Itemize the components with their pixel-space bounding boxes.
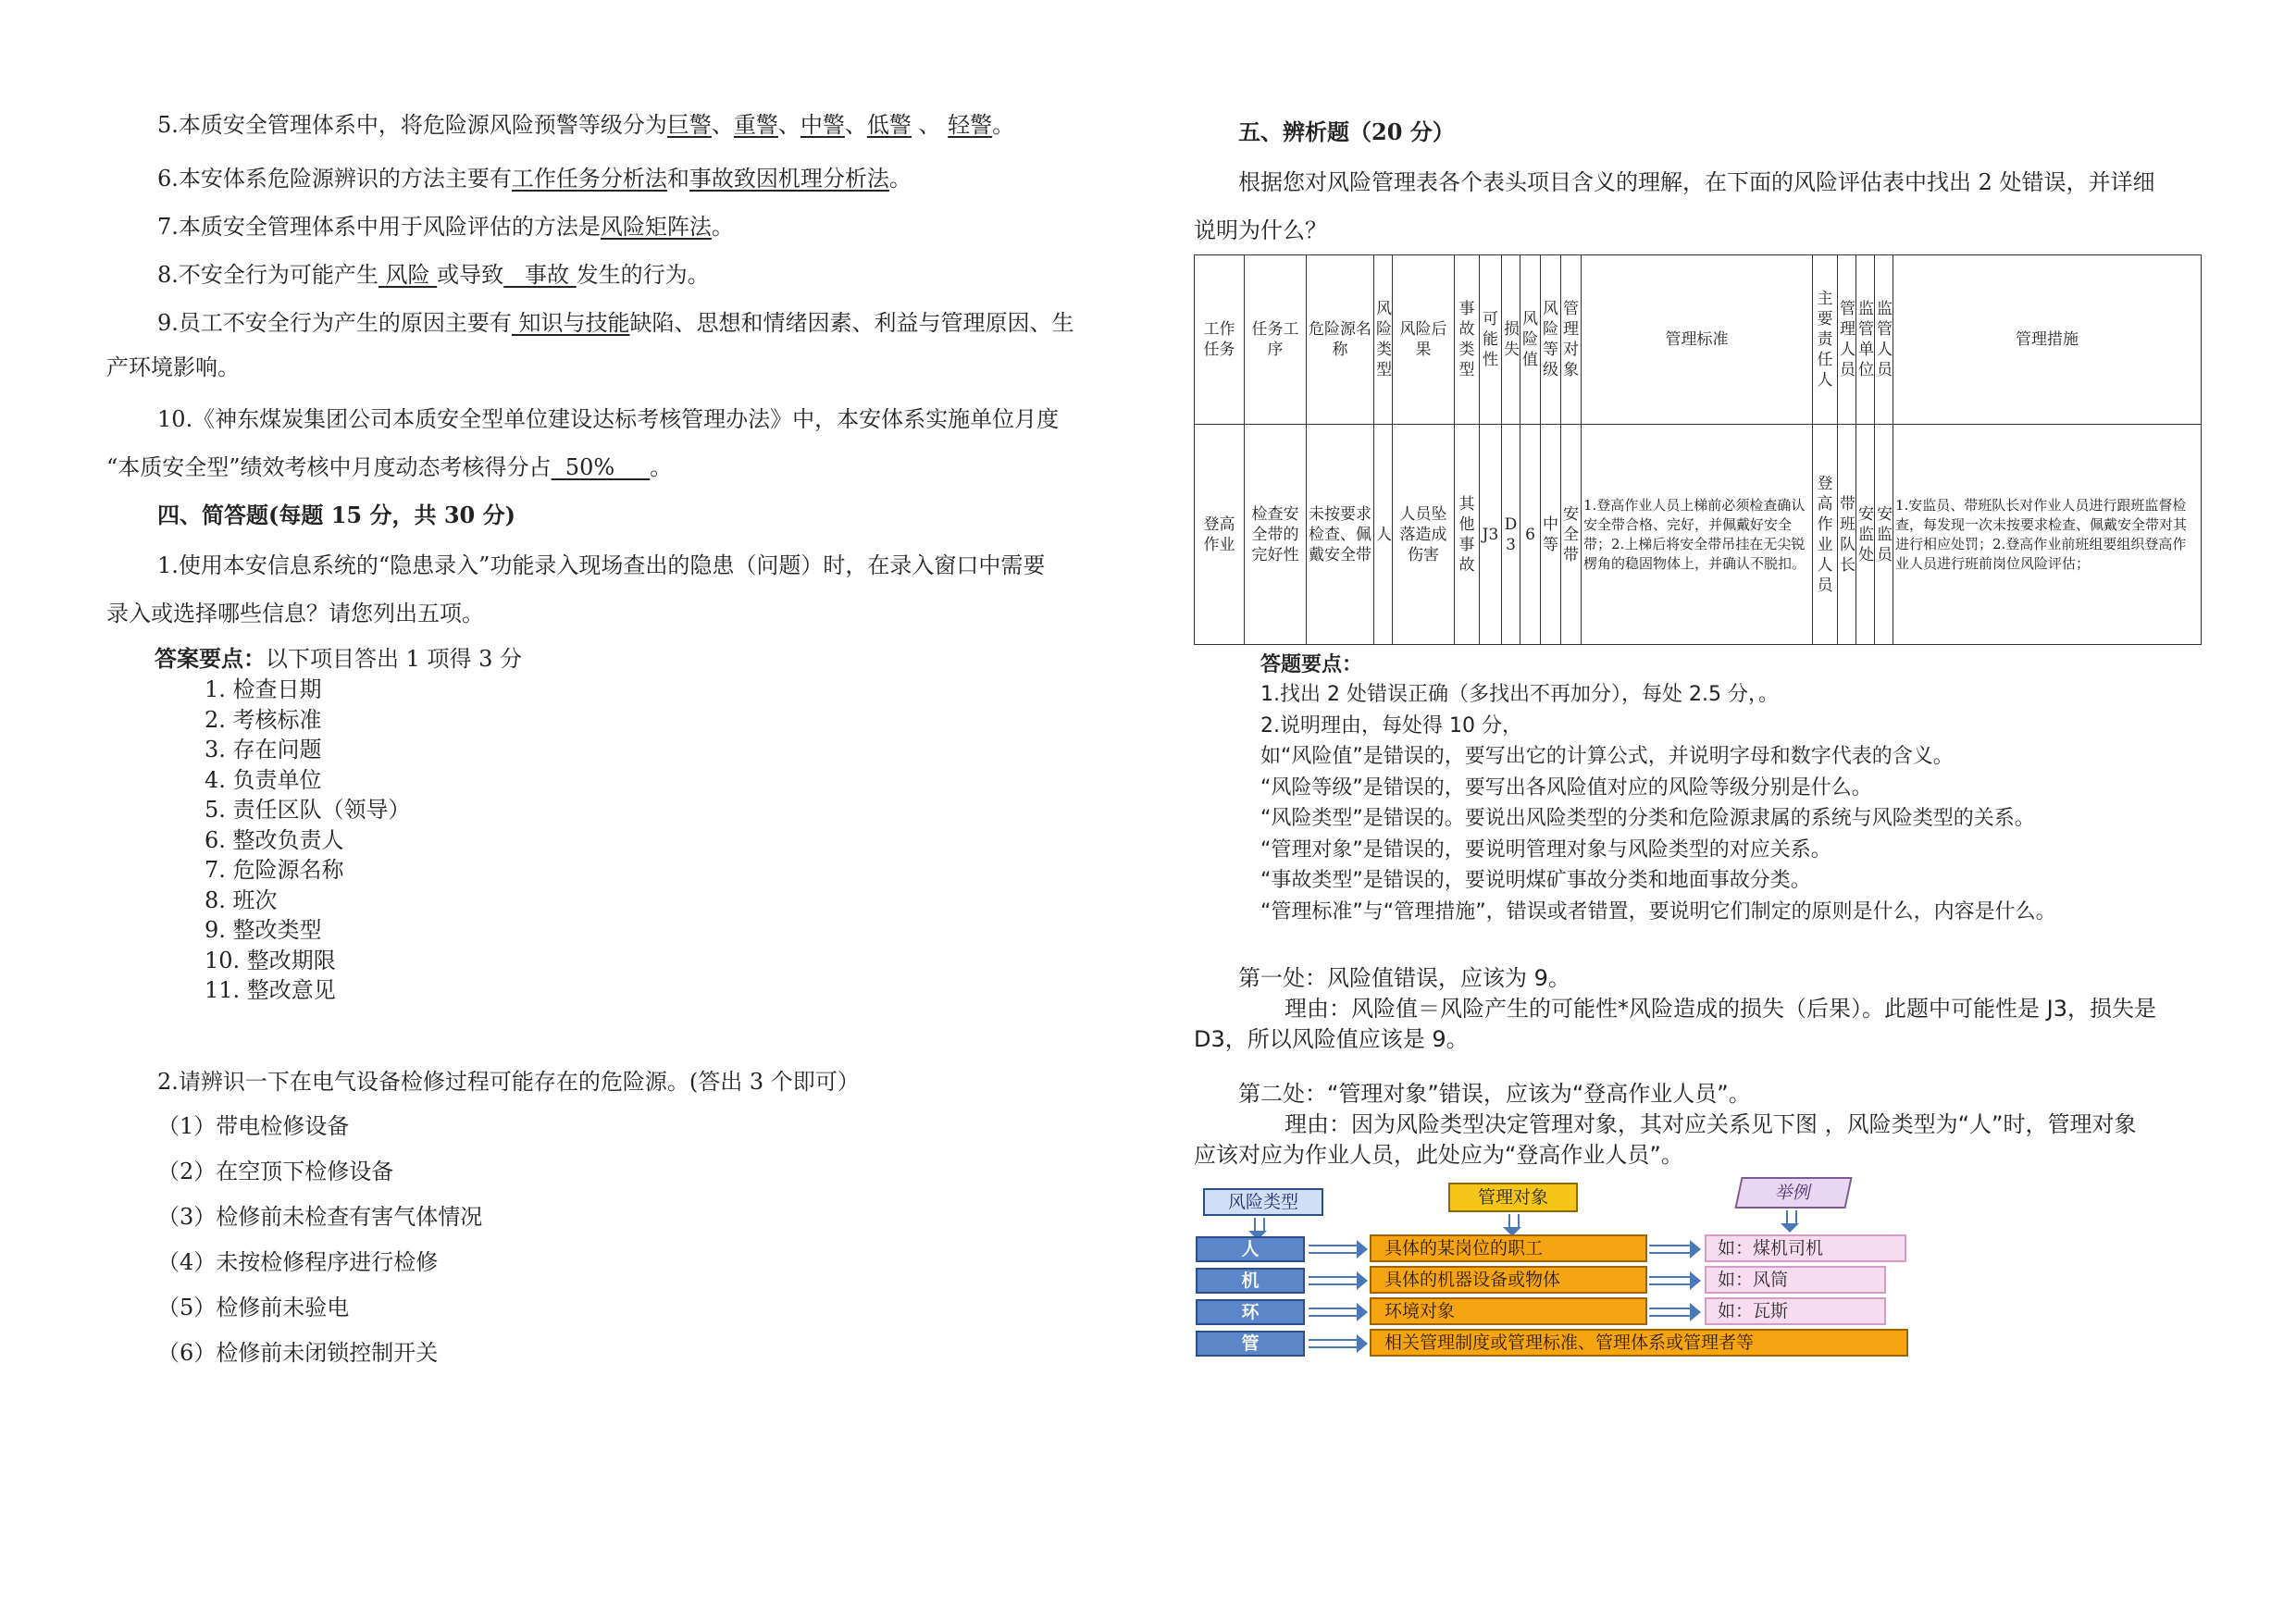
arrow-down-icon — [1786, 1210, 1797, 1223]
list-item: 1.找出 2 处错误正确（多找出不再加分），每处 2.5 分，。 — [1260, 683, 1779, 706]
arrow-right-icon — [1649, 1276, 1690, 1285]
table-header-cell: 事故类型 — [1455, 255, 1480, 425]
short-answer-1-line1: 1.使用本安信息系统的“隐患录入”功能录入现场查出的隐患（问题）时，在录入窗口中需要 — [157, 552, 1046, 578]
arrow-right-icon — [1309, 1339, 1357, 1348]
table-cell: 带班队长 — [1838, 425, 1856, 645]
list-item: “管理对象”是错误的，要说明管理对象与风险类型的对应关系。 — [1260, 837, 1831, 862]
question-8: 8.不安全行为可能产生 风险 或导致 事故 发生的行为。 — [157, 262, 710, 288]
table-header-cell: 任务工序 — [1245, 255, 1307, 425]
table-header-cell: 可能性 — [1480, 255, 1502, 425]
list-item: 4. 负责单位 — [205, 766, 322, 793]
list-item: 如“风险值”是错误的，要写出它的计算公式，并说明字母和数字代表的含义。 — [1260, 745, 1954, 768]
list-item: （2）在空顶下检修设备 — [157, 1159, 394, 1184]
section-5-title: 五、辨析题（20 分） — [1238, 118, 1455, 145]
table-header-cell: 管理措施 — [1893, 255, 2202, 425]
table-cell: D3 — [1502, 425, 1520, 645]
table-header-cell: 监管单位 — [1856, 255, 1875, 425]
list-item: “风险类型”是错误的。要说出风险类型的分类和危险源隶属的系统与风险类型的关系。 — [1260, 807, 2035, 830]
example-person: 如：煤机司机 — [1705, 1234, 1906, 1262]
table-cell: 中等 — [1541, 425, 1561, 645]
arrow-right-icon — [1649, 1245, 1690, 1254]
table-header-cell: 危险源名称 — [1307, 255, 1374, 425]
arrow-right-icon — [1309, 1245, 1357, 1254]
arrow-right-icon — [1309, 1308, 1357, 1317]
list-item: “管理标准”与“管理措施”，错误或者错置，要说明它们制定的原则是什么，内容是什么。 — [1260, 899, 2056, 924]
risk-type-machine: 机 — [1196, 1268, 1305, 1294]
risk-type-management: 管 — [1196, 1331, 1305, 1357]
question-10-line1: 10.《神东煤炭集团公司本质安全型单位建设达标考核管理办法》中，本安体系实施单位月度 — [157, 406, 1060, 432]
arrow-right-icon — [1649, 1308, 1690, 1317]
header-example: 举例 — [1734, 1177, 1852, 1209]
table-header-cell: 风险类型 — [1374, 255, 1393, 425]
list-item: “风险等级”是错误的，要写出各风险值对应的风险等级分别是什么。 — [1260, 775, 1872, 800]
list-item: （1）带电检修设备 — [157, 1113, 350, 1139]
arrow-down-icon — [1508, 1214, 1520, 1227]
table-cell: 1.安监员、带班队长对作业人员进行跟班监督检查，每发现一次未按要求检查、佩戴安全带对其进行相应处罚；2.登高作业前班组要组织登高作业人员进行班前岗位风险评估； — [1893, 425, 2202, 645]
answer-header: 答案要点：以下项目答出 1 项得 3 分 — [155, 645, 523, 672]
example-machine: 如：风筒 — [1705, 1266, 1886, 1294]
list-item: 5. 责任区队（领导） — [205, 797, 411, 823]
section-4-title: 四、简答题(每题 15 分，共 30 分) — [157, 502, 515, 528]
list-item: 7. 危险源名称 — [205, 857, 344, 883]
header-management-object: 管理对象 — [1448, 1183, 1578, 1212]
risk-type-person: 人 — [1196, 1236, 1305, 1262]
table-row — [1195, 425, 2202, 645]
list-item: （5）检修前未验电 — [157, 1295, 350, 1320]
intro-line1: 根据您对风险管理表各个表头项目含义的理解，在下面的风险评估表中找出 2 处错误，并详细 — [1238, 169, 2155, 195]
answer-points-label: 答题要点： — [1260, 653, 1363, 676]
table-header-cell: 管理对象 — [1561, 255, 1582, 425]
error-2-title: 第二处：“管理对象”错误，应该为“登高作业人员”。 — [1238, 1081, 1751, 1107]
list-item: 1. 检查日期 — [205, 676, 322, 702]
risk-type-environment: 环 — [1196, 1299, 1305, 1325]
question-5: 5.本质安全管理体系中，将危险源风险预警等级分为巨警、重警、中警、低警 、 轻警。 — [157, 112, 1015, 138]
question-9-line2: 产环境影响。 — [106, 354, 240, 380]
object-management: 相关管理制度或管理标准、管理体系或管理者等 — [1370, 1329, 1908, 1357]
short-answer-1-line2: 录入或选择哪些信息？请您列出五项。 — [106, 601, 484, 626]
list-item: “事故类型”是错误的，要说明煤矿事故分类和地面事故分类。 — [1260, 869, 1811, 892]
object-environment: 环境对象 — [1370, 1297, 1647, 1325]
table-cell: 人 — [1374, 425, 1393, 645]
question-6: 6.本安体系危险源辨识的方法主要有工作任务分析法和事故致因机理分析法。 — [157, 166, 912, 192]
question-10-line2: “本质安全型”绩效考核中月度动态考核得分占 50% 。 — [106, 454, 673, 480]
table-header-cell: 主要责任人 — [1813, 255, 1838, 425]
table-cell: 未按要求检查、佩戴安全带 — [1307, 425, 1374, 645]
table-cell: 人员坠落造成伤害 — [1393, 425, 1455, 645]
table-header-cell: 工作任务 — [1195, 255, 1245, 425]
table-cell: 安监处 — [1856, 425, 1875, 645]
question-9-line1: 9.员工不安全行为产生的原因主要有 知识与技能缺陷、思想和情绪因素、利益与管理原因、生 — [157, 310, 1074, 336]
table-cell: 安全带 — [1561, 425, 1582, 645]
list-item: （4）未按检修程序进行检修 — [157, 1249, 439, 1275]
list-item: 6. 整改负责人 — [205, 826, 344, 853]
table-cell: 6 — [1520, 425, 1541, 645]
table-cell: 登高作业 — [1195, 425, 1245, 645]
table-cell: 1.登高作业人员上梯前必须检查确认安全带合格、完好，并佩戴好安全带；2.上梯后将安全带吊挂在无尖锐楞角的稳固物体上，并确认不脱扣。 — [1582, 425, 1813, 645]
table-cell: 其他事故 — [1455, 425, 1480, 645]
risk-assessment-table — [1194, 254, 2202, 645]
table-cell: 安监员 — [1875, 425, 1893, 645]
example-environment: 如：瓦斯 — [1705, 1297, 1886, 1325]
list-item: 3. 存在问题 — [205, 737, 322, 762]
list-item: 10. 整改期限 — [205, 947, 336, 973]
object-machine: 具体的机器设备或物体 — [1370, 1266, 1647, 1294]
table-header-cell: 管理标准 — [1582, 255, 1813, 425]
error-1-reason-line2: D3，所以风险值应该是 9。 — [1194, 1026, 1469, 1052]
table-header-cell: 损失 — [1502, 255, 1520, 425]
error-1-reason-line1: 理由：风险值＝风险产生的可能性*风险造成的损失（后果）。此题中可能性是 J3，损失是 — [1285, 996, 2156, 1022]
error-2-reason-line1: 理由：因为风险类型决定管理对象，其对应关系见下图 ，风险类型为“人”时，管理对象 — [1285, 1111, 2137, 1137]
list-item: 9. 整改类型 — [205, 917, 322, 943]
arrow-down-icon — [1254, 1218, 1265, 1231]
table-header-cell: 风险值 — [1520, 255, 1541, 425]
table-header-cell: 监管人员 — [1875, 255, 1893, 425]
arrow-right-icon — [1309, 1276, 1357, 1285]
table-cell: 登高作业人员 — [1813, 425, 1838, 645]
table-cell: 检查安全带的完好性 — [1245, 425, 1307, 645]
question-7: 7.本质安全管理体系中用于风险评估的方法是风险矩阵法。 — [157, 214, 734, 240]
error-1-title: 第一处：风险值错误，应该为 9。 — [1238, 965, 1570, 991]
list-item: 8. 班次 — [205, 886, 278, 913]
table-header-cell: 风险等级 — [1541, 255, 1561, 425]
object-person: 具体的某岗位的职工 — [1370, 1234, 1647, 1262]
short-answer-2-title: 2.请辨识一下在电气设备检修过程可能存在的危险源。(答出 3 个即可） — [157, 1069, 860, 1095]
risk-type-diagram — [1194, 1175, 1916, 1354]
table-header-cell: 风险后果 — [1393, 255, 1455, 425]
table-cell: J3 — [1480, 425, 1502, 645]
list-item: （3）检修前未检查有害气体情况 — [157, 1204, 483, 1230]
table-header-row — [1195, 255, 2202, 425]
error-2-reason-line2: 应该对应为作业人员，此处应为“登高作业人员”。 — [1194, 1142, 1683, 1168]
list-item: 2. 考核标准 — [205, 706, 322, 733]
intro-line2: 说明为什么？ — [1194, 217, 1327, 243]
list-item: （6）检修前未闭锁控制开关 — [157, 1340, 439, 1366]
list-item: 2.说明理由，每处得 10 分， — [1260, 713, 1522, 738]
header-risk-type: 风险类型 — [1203, 1188, 1323, 1216]
list-item: 11. 整改意见 — [205, 977, 336, 1003]
table-header-cell: 管理人员 — [1838, 255, 1856, 425]
